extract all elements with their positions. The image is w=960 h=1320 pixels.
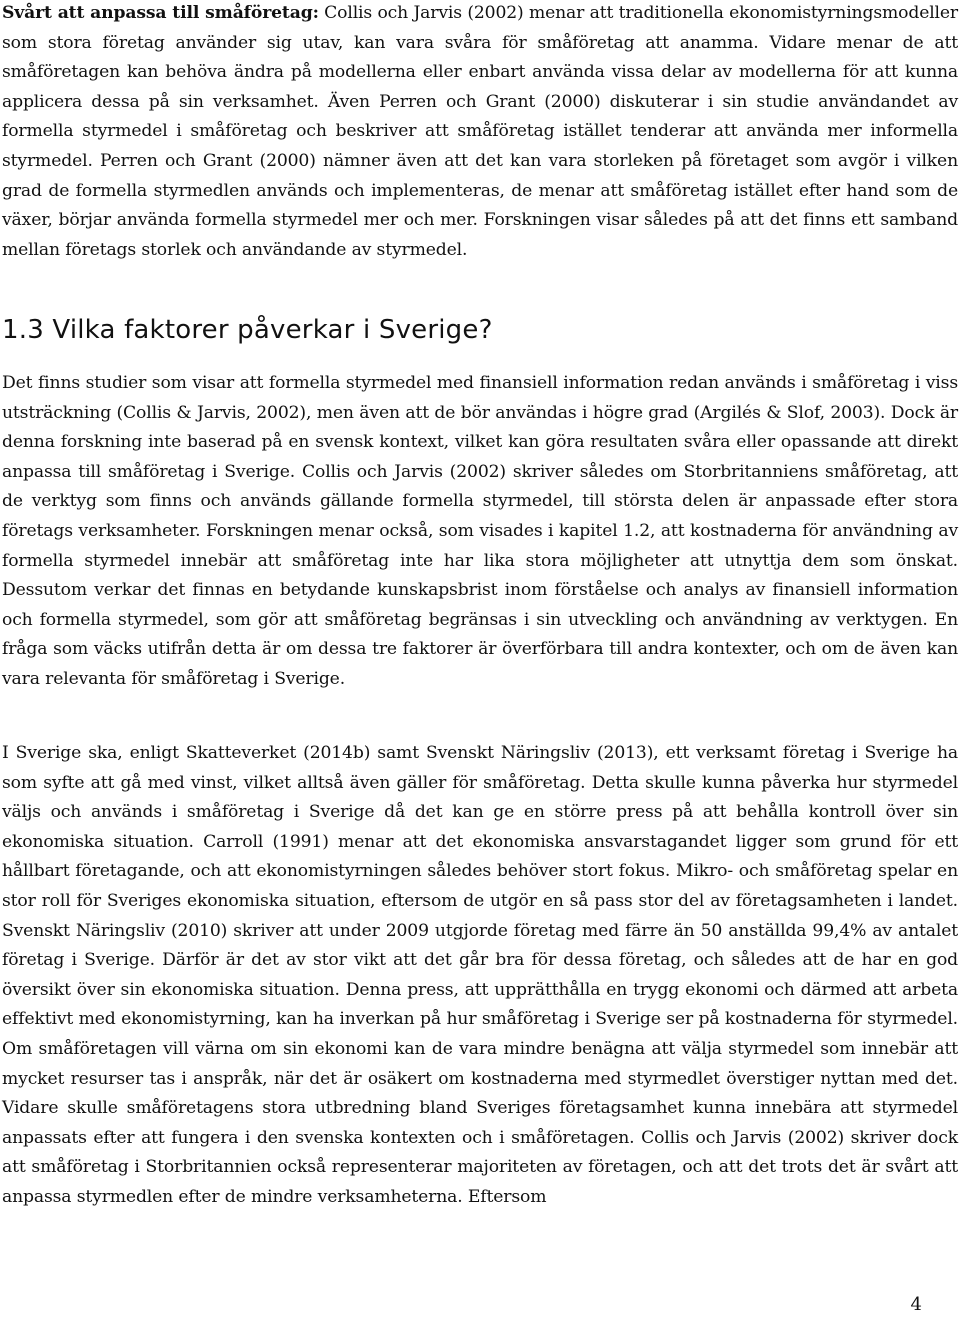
paragraph-small-business-adaptation [2,0,958,265]
paragraph-sweden-context: I Sverige ska, enligt Skatteverket (2014b) samt Svenskt Näringsliv (2013), ett verksamt företag i Sverige ha som syfte att gå med vinst, vilket alltså även gäller för småföretag. Detta skulle kunna påverka hur styrmedel väljs och används i småföretag i Sverige då det kan ge en större press på att behålla kontroll över sin ekonomiska situation. Carroll (1991) menar att det ekonomiska ansvarstagandet ligger som grund för ett hållbart företagande, och att ekonomistyrningen således behöver stort fokus. Mikro- och småföretag spelar en stor roll för Sveriges ekonomiska situation, eftersom de utgör en så pass stor del av företagsamheten i landet. Svenskt Näringsliv (2010) skriver att under 2009 utgjorde företag med färre än 50 anställda 99,4% av antalet företag i Sverige. Därför är det av stor vikt att det går bra för dessa företag, och således att de har en god översikt över sin ekonomiska situation. Denna press, att upprätthålla en trygg ekonomi och därmed att arbeta effektivt med ekonomistyrning, kan ha inverkan på hur småföretag i Sverige ser på kostnaderna för styrmedel. Om småföretagen vill värna om sin ekonomi kan de vara mindre benägna att välja styrmedel som innebär att mycket resurser tas i anspråk, när det är osäkert om kostnaderna med styrmedlet överstiger nyttan med det. Vidare skulle småföretagens stora utbredning bland Sveriges företagsamhet kunna innebära att styrmedel anpassats efter att fungera i den svenska kontexten och i småföretagen. Collis och Jarvis (2002) skriver dock att småföretag i Storbritannien också representerar majoriteten av företagen, och att det trots det är svårt att anpassa styrmedlen efter de mindre verksamheterna. Eftersom [2,743,958,1207]
page-number: 4 [910,1294,922,1315]
paragraph-lead-bold: Svårt att anpassa till småföretag: [2,3,319,23]
paragraph-body: Collis och Jarvis (2002) menar att traditionella ekonomistyrningsmodeller som stora företag använder sig utav, kan vara svåra för småföretag att anamma. Vidare menar de att småföretagen kan behöva ändra på modellerna eller enbart använda vissa delar av modellerna för att kunna applicera dessa på sin verksamhet. Även Perren och Grant (2000) diskuterar i sin studie användandet av formella styrmedel i småföretag och beskriver att småföretag istället tenderar att använda mer informella styrmedel. Perren och Grant (2000) nämner även att det kan vara storleken på företaget som avgör i vilken grad de formella styrmedlen används och implementeras, de menar att småföretag istället efter hand som de växer, börjar använda formella styrmedel mer och mer. Forskningen visar således på att det finns ett samband mellan företags storlek och användande av styrmedel. [2,3,958,260]
paragraph-formal-controls: Det finns studier som visar att formella styrmedel med finansiell information redan används i småföretag i viss utsträckning (Collis & Jarvis, 2002), men även att de bör användas i högre grad (Argilés & Slof, 2003). Dock är denna forskning inte baserad på en svensk kontext, vilket kan göra resultaten svåra eller opassande att direkt anpassa till småföretag i Sverige. Collis och Jarvis (2002) skriver således om Storbritanniens småföretag, att de verktyg som finns och används gällande formella styrmedel, till största delen är anpassade efter stora företags verksamheter. Forskningen menar också, som visades i kapitel 1.2, att kostnaderna för användning av formella styrmedel innebär att småföretag inte har lika stora möjligheter att utnyttja dem som önskat. Dessutom verkar det finnas en betydande kunskapsbrist inom förståelse och analys av finansiell information och formella styrmedel, som gör att småföretag begränsas i sin utveckling och användning av verktygen. En fråga som väcks utifrån detta är om dessa tre faktorer är överförbara till andra kontexter, och om de även kan vara relevanta för småföretag i Sverige. [2,373,958,689]
section-heading: 1.3 Vilka faktorer påverkar i Sverige? [2,315,493,345]
